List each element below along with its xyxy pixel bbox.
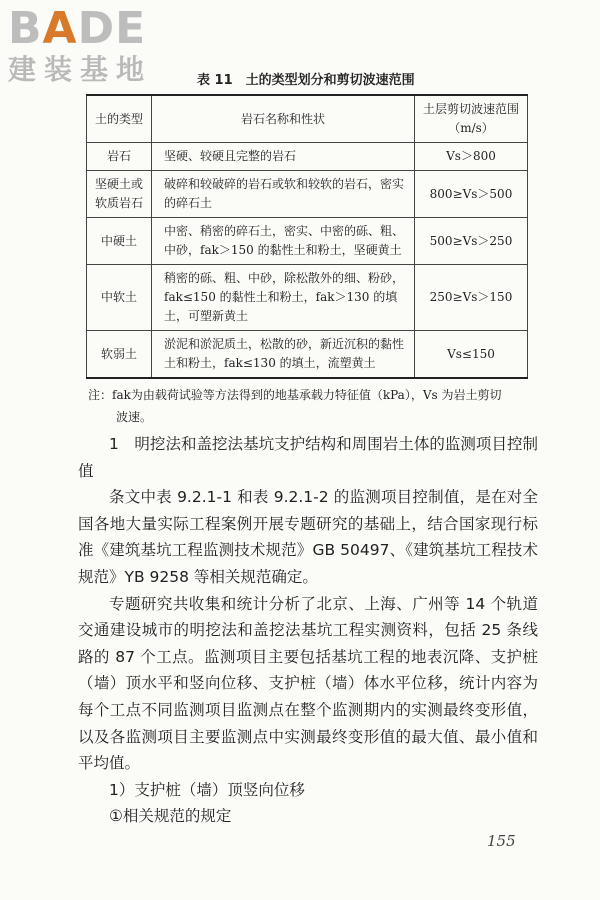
- cell-soil-type: 坚硬土或软质岩石: [87, 171, 152, 218]
- table-note: [88, 384, 533, 428]
- table-caption: 表 11 土的类型划分和剪切波速范围: [197, 73, 415, 88]
- cell-speed-range: 800≥Vs＞500: [415, 171, 528, 218]
- cell-soil-type: 软弱土: [87, 331, 152, 379]
- header-rock-description: 岩石名称和性状: [152, 95, 415, 143]
- table-row: [87, 331, 528, 379]
- table-row: [87, 218, 528, 265]
- cell-description: 稍密的砾、粗、中砂，除松散外的细、粉砂，fak≤150 的黏性土和粉土，fak＞130 的填土，可塑新黄土: [152, 265, 415, 331]
- cell-speed-range: Vs＞800: [415, 143, 528, 171]
- logo-chinese-text: 建装基地: [8, 53, 153, 86]
- header-soil-type: 土的类型: [87, 95, 152, 143]
- table-row: [87, 265, 528, 331]
- table-header-row: [87, 95, 528, 143]
- cell-soil-type: 中软土: [87, 265, 152, 331]
- body-text: [78, 431, 538, 830]
- cell-description: 淤泥和淤泥质土，松散的砂，新近沉积的黏性土和粉土，fak≤130 的填土，流塑黄土: [152, 331, 415, 379]
- bade-logo: [8, 3, 188, 86]
- table-row: [87, 171, 528, 218]
- cell-soil-type: 岩石: [87, 143, 152, 171]
- cell-speed-range: Vs≤150: [415, 331, 528, 379]
- paragraph: 条文中表 9.2.1-1 和表 9.2.1-2 的监测项目控制值，是在对全国各地大量实际工程案例开展专题研究的基础上，结合国家现行标准《建筑基坑工程监测技术规范》GB 50497、《建筑基坑工程技术规范》YB 9258 等相关规范确定。: [78, 488, 538, 586]
- note-line-1: 注：fak为由载荷试验等方法得到的地基承载力特征值（kPa），Vs 为岩土剪切: [88, 388, 502, 402]
- table-row: [87, 143, 528, 171]
- cell-description: 中密、稍密的碎石土，密实、中密的砾、粗、中砂，fak＞150 的黏性土和粉土，坚硬黄土: [152, 218, 415, 265]
- soil-type-table: [86, 94, 528, 379]
- header-shear-wave-speed: 土层剪切波速范围（m/s）: [415, 95, 528, 143]
- section-heading: 1 明挖法和盖挖法基坑支护结构和周围岩土体的监测项目控制值: [78, 435, 538, 480]
- cell-description: 破碎和较破碎的岩石或软和较软的岩石，密实的碎石土: [152, 171, 415, 218]
- cell-soil-type: 中硬土: [87, 218, 152, 265]
- cell-speed-range: 250≥Vs＞150: [415, 265, 528, 331]
- logo-wordmark: BADE: [8, 3, 147, 54]
- page-number: 155: [487, 832, 516, 850]
- subheading: 1）支护桩（墙）顶竖向位移: [109, 780, 305, 799]
- note-line-2: 波速。: [116, 410, 153, 424]
- cell-description: 坚硬、较硬且完整的岩石: [152, 143, 415, 171]
- subheading: ①相关规范的规定: [109, 807, 232, 826]
- paragraph: 专题研究共收集和统计分析了北京、上海、广州等 14 个轨道交通建设城市的明挖法和盖挖法基坑工程实测资料，包括 25 条线路的 87 个工点。监测项目主要包括基坑工程的地表沉降、支护桩（墙）顶水平和竖向位移、支护桩（墙）体水平位移，统计内容为每个工点不同监测项目监测点在整个监测期内的实测最终变形值，以及各监测项目主要监测点中实测最终变形值的最大值、最小值和平均值。: [78, 594, 538, 773]
- cell-speed-range: 500≥Vs＞250: [415, 218, 528, 265]
